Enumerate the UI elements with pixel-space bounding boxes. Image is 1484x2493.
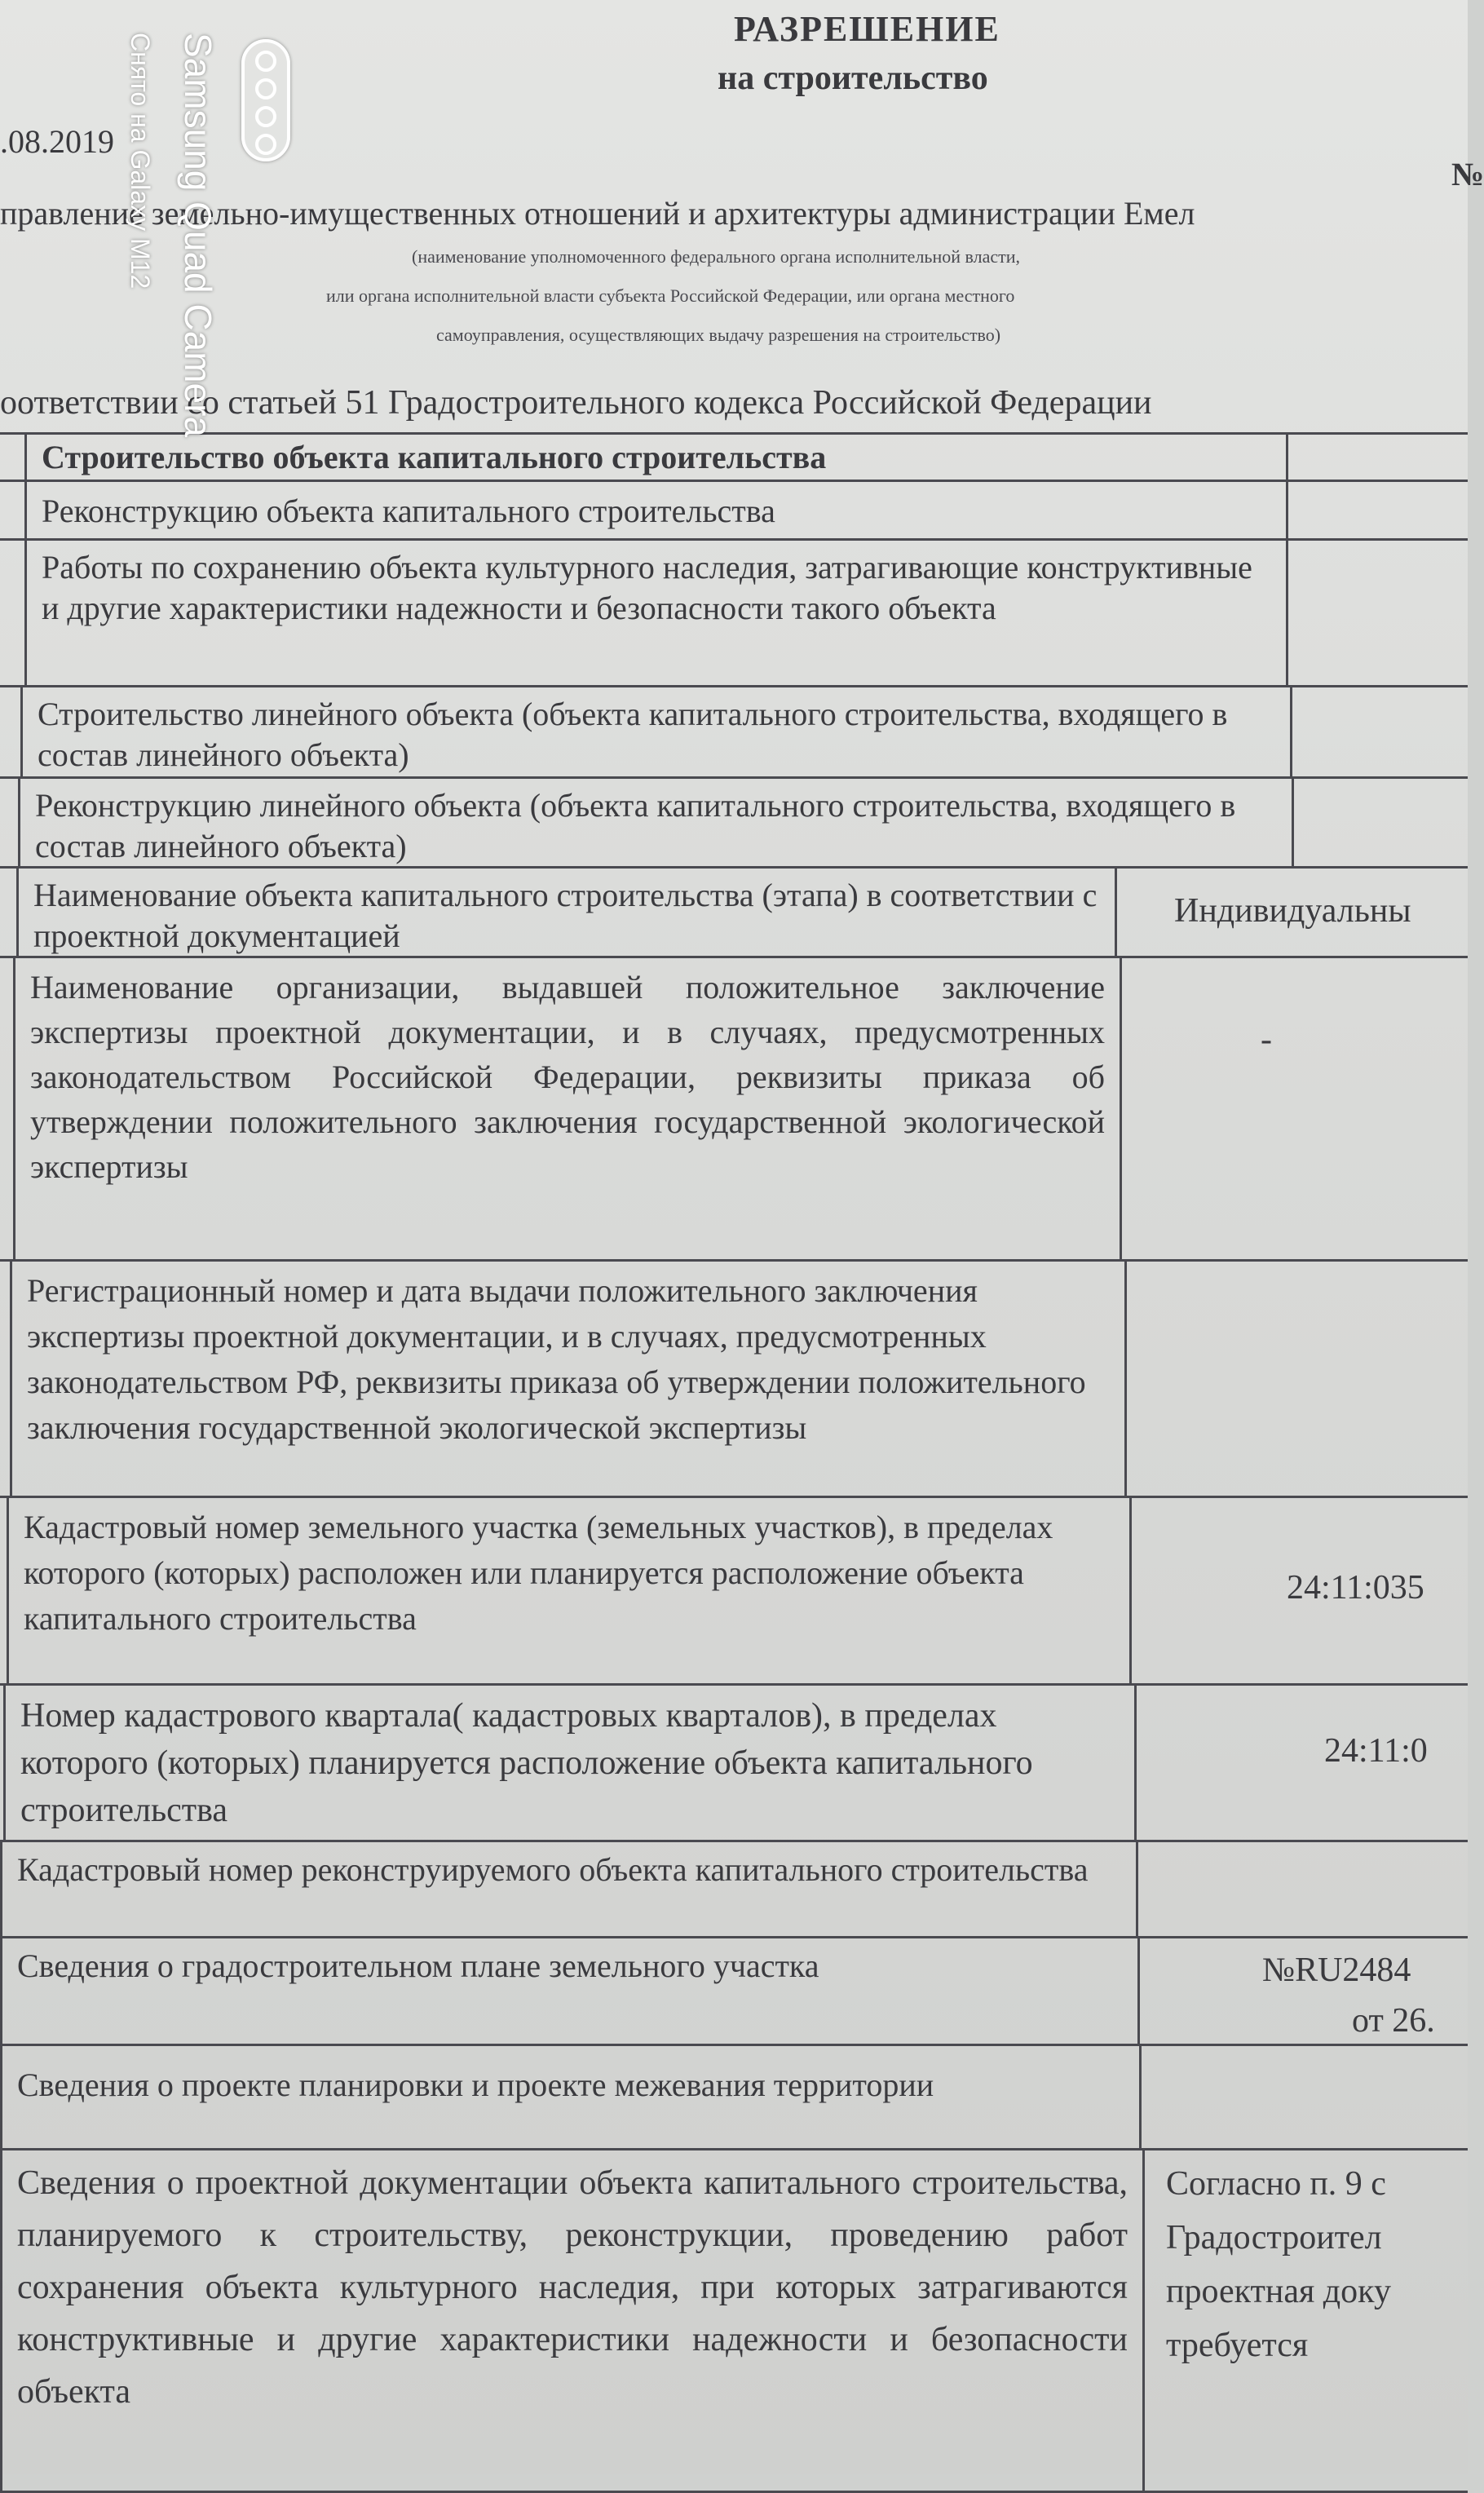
row-label: Наименование организации, выдавшей положительное заключение экспертизы проектной документации, и в случаях, предусмотренных законодательством Российской Федерации, реквизиты приказа об утверждении положительного заключения государственной экологической экспертизы [13,958,1122,1259]
issuer-note-line-3: самоуправления, осуществляющих выдачу разрешения на строительство) [436,325,1001,345]
project-docs-line-3: проектная доку [1166,2273,1391,2310]
row-value [1292,687,1468,776]
gpzu-number: №RU2484 [1262,1952,1411,1989]
device-watermark: Снято на Galaxy M12 [126,33,155,290]
row-label: Регистрационный номер и дата выдачи положительного заключения экспертизы проектной документации, и в случаях, предусмотренных законодательством РФ, реквизиты приказа об утверждении положительного заключения государственной экологической экспертизы [10,1262,1127,1496]
table-row [0,776,1468,866]
issuer-note-line-1: (наименование уполномоченного федерального органа исполнительной власти, [412,246,1021,267]
camera-watermark: Samsung Quad Camera [177,33,219,438]
row-label: Кадастровый номер земельного участка (земельных участков), в пределах которого (которых) расположен или планируется расположение объекта капитального строительства [7,1498,1132,1683]
row-value [1140,1938,1468,2044]
row-label: Сведения о градостроительном плане земельного участка [0,1938,1140,2044]
gpzu-date: от 26. [1352,2002,1435,2040]
project-docs-line-1: Согласно п. 9 с [1166,2165,1386,2203]
document-subtitle: на строительство [718,60,988,97]
table-row [0,956,1468,1259]
document-title: РАЗРЕШЕНИЕ [734,9,1000,49]
row-value [1288,482,1468,538]
row-label: Строительство объекта капитального строительства [24,435,1288,480]
table-row [0,2148,1468,2491]
table-row [0,1840,1468,1936]
legal-basis: оответствии со статьей 51 Градостроительного кодекса Российской Федерации [0,384,1152,422]
row-label: Наименование объекта капитального строительства (этапа) в соответствии с проектной документацией [16,869,1117,956]
permit-number-mark: № [1451,156,1484,192]
row-label: Сведения о проекте планировки и проекте межевания территории [0,2046,1142,2148]
row-value: 24:11:0 [1324,1732,1428,1770]
table-row [0,1936,1468,2044]
row-label: Номер кадастрового квартала( кадастровых кварталов), в пределах которого (которых) планируется расположение объекта капитального строительства [3,1686,1137,1840]
table-row [0,480,1468,538]
table-row [0,432,1468,480]
project-docs-line-2: Градостроител [1166,2219,1382,2257]
row-value [1288,435,1468,480]
row-value [1127,1262,1468,1496]
row-value [1294,779,1468,866]
table-row [0,866,1468,956]
row-value [1145,2150,1468,2491]
table-row [0,538,1468,685]
row-value [1142,2046,1468,2148]
row-label: Реконструкцию объекта капитального строительства [24,482,1288,538]
issuing-authority: правление земельно-имущественных отношений и архитектуры администрации Емел [0,195,1195,232]
table-row [0,1259,1468,1496]
project-docs-line-4: требуется [1166,2327,1309,2364]
table-row [0,685,1468,776]
row-label: Реконструкцию линейного объекта (объекта капитального строительства, входящего в состав линейного объекта) [18,779,1294,866]
table-row [0,1683,1468,1840]
row-value: - [1261,1021,1272,1059]
issuer-note-line-2: или органа исполнительной власти субъекта Российской Федерации, или органа местного [326,285,1015,306]
table-row [0,2044,1468,2148]
row-label: Кадастровый номер реконструируемого объекта капитального строительства [0,1842,1138,1936]
row-value [1288,541,1468,685]
camera-lens-icon [241,39,290,161]
row-label: Сведения о проектной документации объекта капитального строительства, планируемого к строительству, реконструкции, проведению работ сохранения объекта культурного наследия, при которых затрагиваются конструктивные и другие характеристики надежности и безопасности объекта [0,2150,1145,2491]
table-row [0,1496,1468,1683]
row-value: 24:11:035 [1287,1569,1424,1607]
row-value [1138,1842,1468,1936]
row-label: Работы по сохранению объекта культурного наследия, затрагивающие конструктивные и другие характеристики надежности и безопасности такого объекта [24,541,1288,685]
row-value: Индивидуальны [1174,892,1411,930]
issue-date: .08.2019 [0,123,114,160]
row-label: Строительство линейного объекта (объекта капитального строительства, входящего в состав линейного объекта) [20,687,1292,776]
